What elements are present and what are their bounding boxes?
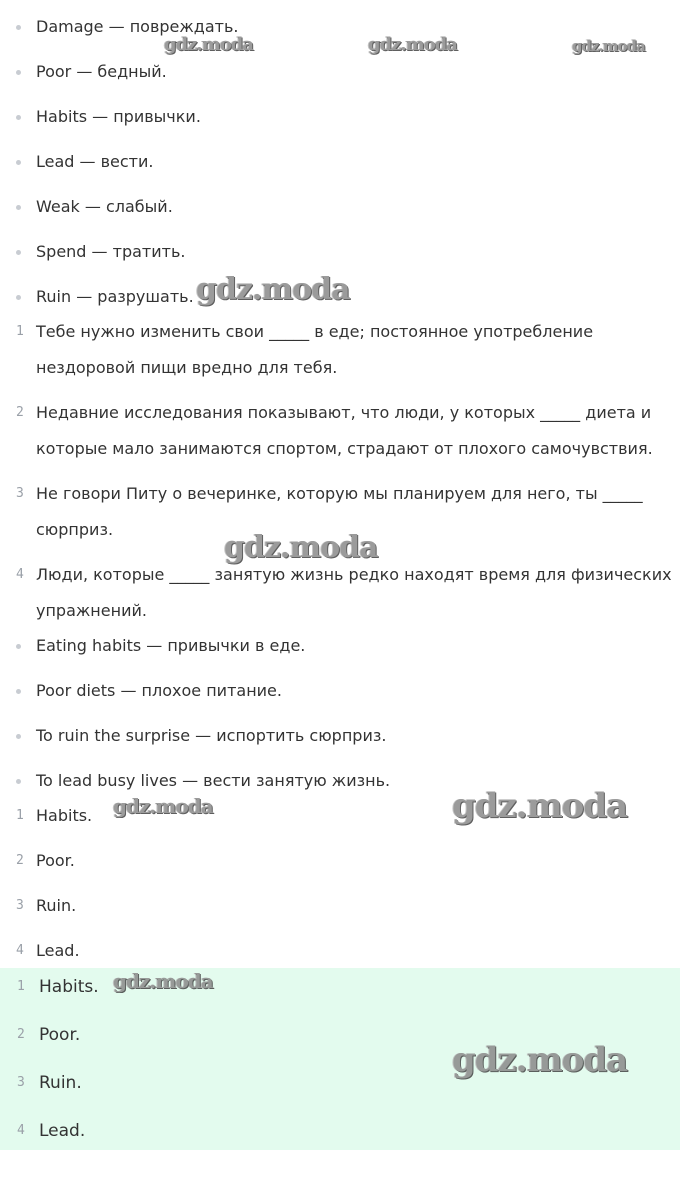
sentence-item: 3 Не говори Питу о вечеринке, которую мы планируем для него, ты _____ сюрприз.: [16, 484, 643, 539]
answer-box: 1 Habits. 2 Poor. 3 Ruin. 4 Lead.: [0, 968, 680, 1150]
sentence-item: 1 Тебе нужно изменить свои _____ в еде; постоянное употребление нездоровой пищи вредно для тебя.: [16, 322, 594, 377]
watermark: gdz.moda: [452, 1040, 628, 1080]
bullet-icon: [16, 734, 21, 739]
bullet-icon: [16, 779, 21, 784]
bullet-icon: [16, 70, 21, 75]
bullet-icon: [16, 115, 21, 120]
sentence-item: 4 Люди, которые _____ занятую жизнь редко находят время для физических упражнений.: [16, 565, 672, 620]
bullet-icon: [16, 644, 21, 649]
watermark: gdz.moda: [113, 794, 213, 818]
watermark: gdz.moda: [164, 34, 253, 55]
bullet-icon: [16, 160, 21, 165]
bullet-icon: [16, 25, 21, 30]
watermark: gdz.moda: [113, 969, 213, 993]
watermark: gdz.moda: [572, 37, 645, 55]
bullet-icon: [16, 205, 21, 210]
sentence-item: 2 Недавние исследования показывают, что люди, у которых _____ диета и которые мало занимаются спортом, страдают от плохого самочувствия.: [16, 403, 653, 458]
bullet-icon: [16, 295, 21, 300]
bullet-icon: [16, 250, 21, 255]
bullet-icon: [16, 689, 21, 694]
watermark: gdz.moda: [368, 34, 457, 55]
watermark: gdz.moda: [196, 272, 350, 307]
watermark: gdz.moda: [452, 786, 628, 826]
watermark: gdz.moda: [224, 530, 378, 565]
